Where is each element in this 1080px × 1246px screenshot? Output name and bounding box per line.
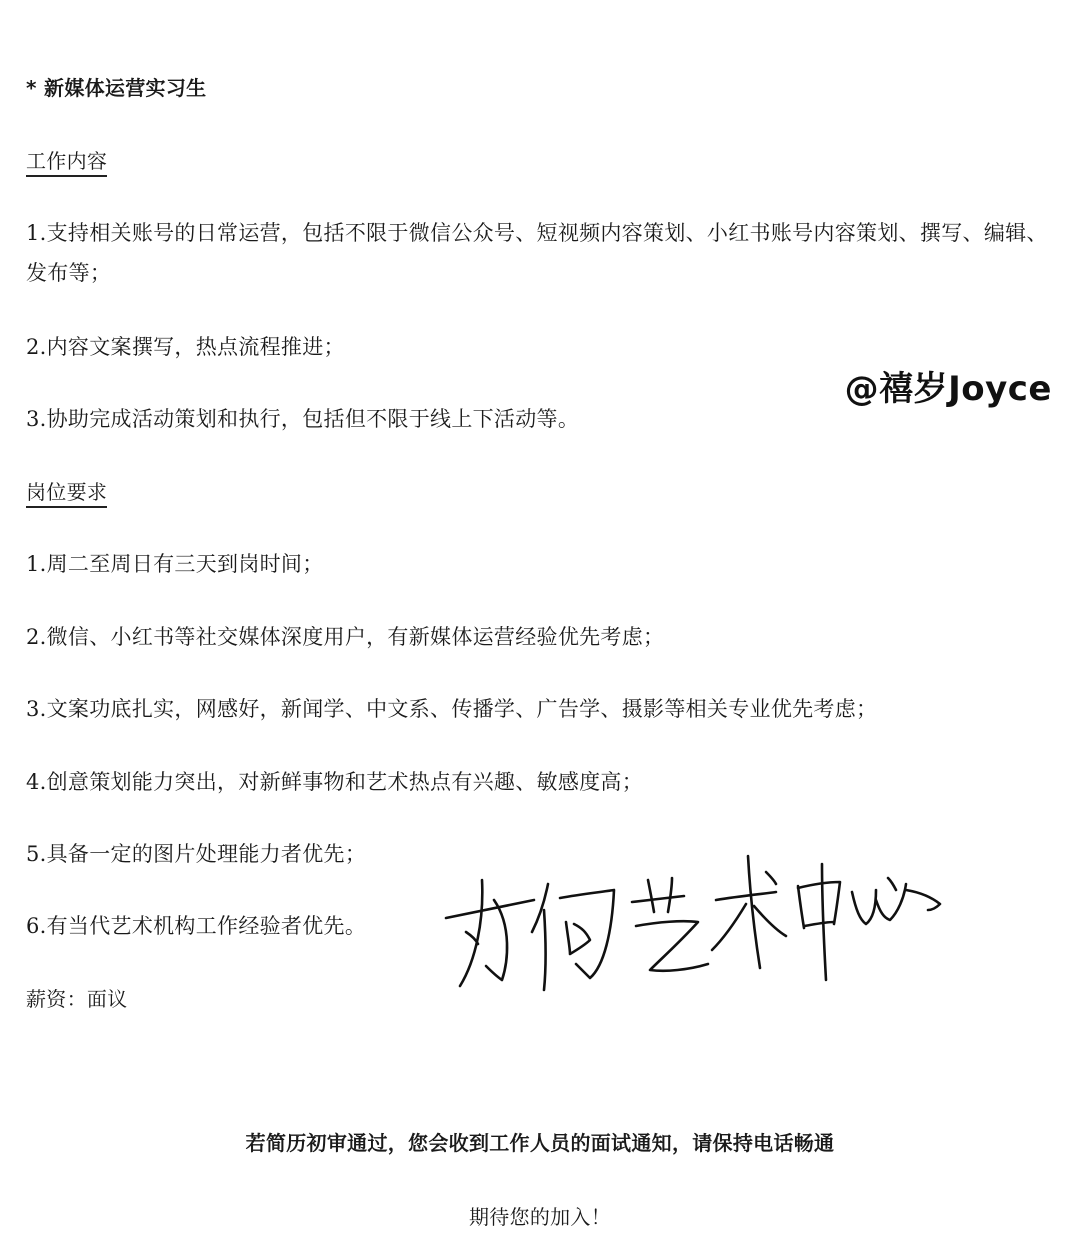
closing-welcome: 期待您的加入！ [468, 1205, 612, 1229]
closing-notice: 若简历初审通过，您会收到工作人员的面试通知，请保持电话畅通 [245, 1131, 835, 1155]
handwritten-signature-icon [436, 840, 956, 1010]
requirements-heading [26, 472, 1054, 512]
requirement-item-4: 4.创意策划能力突出，对新鲜事物和艺术热点有兴趣、敏感度高； [26, 770, 644, 794]
author-watermark: @禧岁Joyce [844, 369, 1052, 409]
duty-item-2: 2.内容文案撰写，热点流程推进； [26, 335, 345, 359]
requirement-item-6: 6.有当代艺术机构工作经验者优先。 [26, 914, 367, 938]
salary-text: 薪资：面议 [26, 987, 128, 1011]
duty-item-3: 3.协助完成活动策划和执行，包括但不限于线上下活动等。 [26, 407, 580, 431]
job-title: * 新媒体运营实习生 [26, 76, 207, 100]
requirement-item-3: 3.文案功底扎实，网感好，新闻学、中文系、传播学、广告学、摄影等相关专业优先考虑； [26, 697, 878, 721]
requirement-item-5: 5.具备一定的图片处理能力者优先； [26, 842, 367, 866]
duties-heading-label: 工作内容 [26, 149, 107, 177]
requirement-item-1: 1.周二至周日有三天到岗时间； [26, 552, 324, 576]
duty-item-1: 1.支持相关账号的日常运营，包括不限于微信公众号、短视频内容策划、小红书账号内容策划、撰写、编辑、发布等； [26, 221, 1048, 285]
requirement-item-2: 2.微信、小红书等社交媒体深度用户，有新媒体运营经验优先考虑； [26, 625, 665, 649]
duties-heading [26, 141, 1054, 181]
requirements-heading-label: 岗位要求 [26, 480, 107, 508]
